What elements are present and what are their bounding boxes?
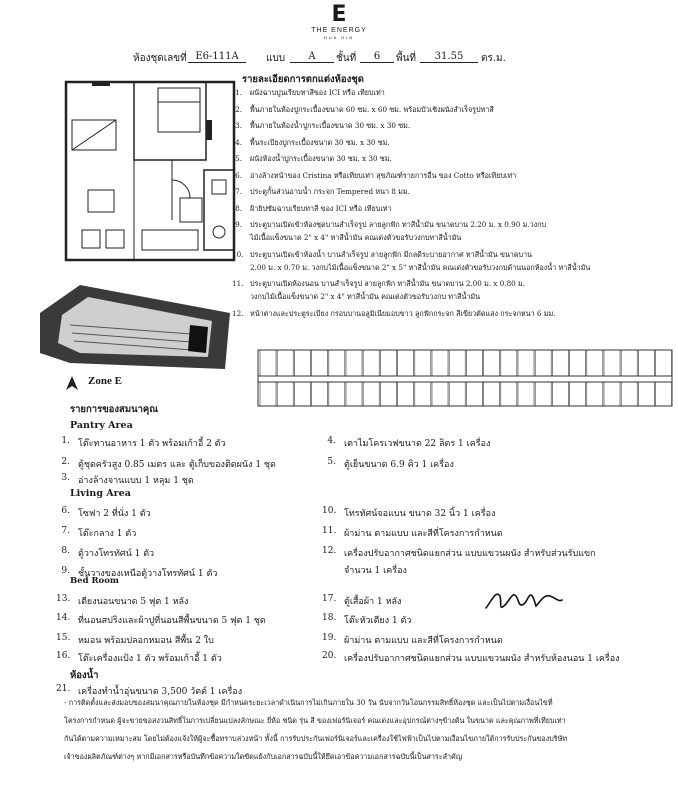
building-unit bbox=[398, 350, 414, 376]
building-unit bbox=[432, 350, 448, 376]
item-text: ตู้เสื้อผ้า 1 หลัง bbox=[344, 597, 402, 607]
item-text: ตู้ชุดครัวสูง 0.85 เมตร และ ตู้เก็บของติดผนัง 1 ชุด bbox=[78, 460, 276, 470]
item-text: ที่นอนสปริงและผ้าปูที่นอนสีพื้นขนาด 5 ฟุต 1 ชุด bbox=[78, 616, 266, 626]
building-unit bbox=[656, 382, 672, 406]
building-unit bbox=[656, 350, 672, 376]
item-text: โต๊ะทานอาหาร 1 ตัว พร้อมเก้าอี้ 2 ตัว bbox=[78, 439, 226, 449]
spec-item bbox=[232, 220, 672, 230]
item-number: 14. bbox=[56, 613, 71, 623]
spec-item bbox=[232, 154, 672, 164]
room-value: E6-111A bbox=[188, 51, 246, 63]
area-unit: ตร.ม. bbox=[481, 53, 506, 64]
site-plan bbox=[40, 273, 244, 373]
building-unit bbox=[621, 382, 637, 406]
spec-number: 10. bbox=[232, 249, 244, 259]
furniture-title: รายการของสมนาคุณ bbox=[70, 404, 159, 415]
furniture-item bbox=[322, 506, 642, 520]
item-text: ชั้นวางของเหนือตู้วางโทรทัศน์ 1 ตัว bbox=[78, 569, 218, 579]
building-unit bbox=[312, 350, 328, 376]
item-number: 3. bbox=[61, 473, 70, 483]
area-value: 31.55 bbox=[420, 51, 478, 63]
item-number: 21. bbox=[56, 684, 71, 694]
furniture-item bbox=[322, 546, 642, 560]
furniture-item bbox=[322, 651, 642, 665]
building-unit bbox=[604, 350, 620, 376]
item-number: 19. bbox=[322, 633, 337, 643]
building-unit bbox=[294, 350, 310, 376]
building-unit bbox=[312, 382, 328, 406]
spec-text: หน้าต่างและประตูระเบียง กรอบบานอลูมิเนียมอบขาว ลูกฟักกระจก สีเขียวตัดแสง กระจกหนา 6 มม. bbox=[250, 308, 556, 318]
building-unit bbox=[587, 382, 603, 406]
item-number: 12. bbox=[322, 546, 337, 556]
building-unit bbox=[363, 382, 379, 406]
item-number: 11. bbox=[322, 526, 337, 536]
item-number: 7. bbox=[61, 526, 70, 536]
item-text: โต๊ะกลาง 1 ตัว bbox=[78, 529, 137, 539]
spec-number: 12. bbox=[232, 308, 244, 318]
brand-logo bbox=[309, 4, 369, 41]
item-text: โต๊ะหัวเตียง 1 ตัว bbox=[344, 616, 412, 626]
furniture-item bbox=[322, 436, 642, 450]
spec-text: ประตูบานเปิดห้องนอน บานสำเร็จรูป ลายลูกฟัก ทาสีน้ำมัน ขนาดบาน 2.00 ม. x 0.80 ม. bbox=[250, 279, 526, 288]
building-unit bbox=[552, 350, 568, 376]
building-unit bbox=[518, 382, 534, 406]
spec-text: พื้นภายในห้องปูกระเบื้องขนาด 60 ซม. x 60 ซม. พร้อมบัวเชิงผนังสำเร็จรูปทาสี bbox=[250, 104, 494, 114]
spec-number: 9. bbox=[235, 220, 242, 229]
item-number: 18. bbox=[322, 613, 337, 623]
type-value: A bbox=[290, 51, 334, 63]
item-text: จำนวน 1 เครื่อง bbox=[344, 566, 407, 576]
item-text: โทรทัศน์จอแบน ขนาด 32 นิ้ว 1 เครื่อง bbox=[344, 509, 496, 519]
item-text: โซฟา 2 ที่นั่ง 1 ตัว bbox=[78, 509, 151, 519]
note-line: กันได้ตามความเหมาะสม โดยไม่ต้องแจ้งให้ผู้จะซื้อทราบล่วงหน้า ทั้งนี้ การรับประกันเฟอร์นิเจอร์และเครื่องใช้ไฟฟ้าเป็นไปตามเงื่อนไขภายใต้การรับประกันของบริษัท bbox=[64, 734, 568, 743]
spec-text: ประตูบานเปิดเข้าห้องน้ำ บานสำเร็จรูป ลายลูกฟัก มีกลดีระบายอากาศ ทาสีน้ำมัน ขนาดบาน bbox=[250, 249, 533, 259]
item-number: 8. bbox=[61, 546, 70, 556]
spec-number: 3. bbox=[235, 121, 242, 130]
item-number: 13. bbox=[56, 594, 71, 604]
building-unit bbox=[570, 382, 586, 406]
spec-number: 6. bbox=[235, 170, 242, 180]
building-unit bbox=[346, 382, 362, 406]
spec-item bbox=[232, 121, 672, 131]
unit-floor-plan bbox=[62, 80, 238, 265]
zone-label: Zone E bbox=[88, 375, 122, 387]
spec-item bbox=[232, 309, 672, 319]
furniture-item bbox=[322, 633, 642, 647]
item-number: 6. bbox=[61, 506, 70, 516]
spec-item bbox=[232, 138, 672, 148]
spec-item bbox=[232, 105, 672, 115]
item-number: 16. bbox=[56, 651, 71, 661]
building-unit bbox=[484, 350, 500, 376]
logo-mark: E bbox=[331, 2, 347, 27]
section-bedroom: Bed Room bbox=[70, 576, 119, 586]
building-unit bbox=[380, 382, 396, 406]
spec-text: 2.00 ม. x 0.70 ม. วงกบไม้เนื้อแข็งขนาด 2" x 5" ทาสีน้ำมัน คณเด่งตัวขอรับวงกบด้านนอกห้องน้ำ ทาสีน้ำมัน bbox=[250, 262, 591, 272]
spec-item bbox=[232, 88, 672, 98]
item-text: เตียงนอนขนาด 5 ฟุต 1 หลัง bbox=[78, 597, 189, 607]
item-number: 1. bbox=[61, 436, 70, 446]
item-text: ผ้าม่าน ตามแบบ และสีที่โครงการกำหนด bbox=[344, 636, 503, 646]
building-unit bbox=[260, 382, 276, 406]
spec-list bbox=[232, 88, 672, 338]
furniture-item bbox=[322, 457, 642, 471]
item-number: 10. bbox=[322, 506, 337, 516]
note-line: - การติดตั้งและส่งมอบของสมนาคุณภายในห้องชุด มีกำหนดระยะเวลาดำเนินการไม่เกินภายใน 30 วัน นับจากวันโอนกรรมสิทธิ์ห้องชุด และเป็นไปตามเงื่อนไขที่ bbox=[64, 698, 553, 707]
building-unit bbox=[466, 382, 482, 406]
spec-number: 4. bbox=[235, 137, 242, 147]
building-unit bbox=[570, 350, 586, 376]
type-label: แบบ bbox=[266, 53, 286, 64]
item-number: 5. bbox=[327, 457, 336, 467]
item-text: เครื่องปรับอากาศชนิดแยกส่วน แบบแขวนผนัง สำหรับส่วนรับแขก bbox=[344, 549, 596, 559]
spec-number: 2. bbox=[235, 104, 242, 114]
spec-item bbox=[232, 187, 672, 197]
building-unit bbox=[501, 382, 517, 406]
note-line: โครงการกำหนด ผู้จะขายขอสงวนสิทธิ์ในการเปลี่ยนแปลงลักษณะ ยี่ห้อ ชนิด รุ่น สี ของเฟอร์นิเจอร์ คณเด่งและอุปกรณ์ต่างๆข้างต้น ในขนาด และคุณภาพที่เทียบเท่า bbox=[64, 716, 566, 725]
spec-item bbox=[232, 250, 672, 260]
item-text: อ่างล้างจานแบบ 1 หลุม 1 ชุด bbox=[78, 476, 194, 486]
building-unit bbox=[415, 350, 431, 376]
furniture-item bbox=[322, 563, 642, 577]
building-unit bbox=[398, 382, 414, 406]
building-unit bbox=[363, 350, 379, 376]
furniture-item bbox=[56, 473, 376, 487]
disclaimer-note bbox=[64, 694, 674, 766]
item-number: 2. bbox=[61, 457, 70, 467]
building-unit bbox=[552, 382, 568, 406]
building-unit bbox=[260, 350, 276, 376]
section-pantry: Pantry Area bbox=[70, 420, 133, 431]
logo-subtitle: HUA HIN bbox=[323, 35, 355, 40]
spec-number: 11. bbox=[232, 279, 244, 288]
item-text: เครื่องทำน้ำอุ่นขนาด 3,500 วัตต์ 1 เครื่อง bbox=[78, 687, 243, 697]
building-unit bbox=[449, 382, 465, 406]
item-text: หมอน พร้อมปลอกหมอน สีพื้น 2 ใบ bbox=[78, 636, 214, 646]
spec-text: ฝ้ายิปซัมฉาบเรียบทาสี ของ ICI หรือ เทียบเท่า bbox=[250, 203, 392, 213]
building-unit bbox=[604, 382, 620, 406]
item-text: โต๊ะเครื่องแป้ง 1 ตัว พร้อมเก้าอี้ 1 ตัว bbox=[78, 654, 222, 664]
note-line: เจ้าของผลิตภัณฑ์ต่างๆ หากมีเอกสารหรือบันทึกข้อความใดขัดแย้งกับเอกสารฉบับนี้ให้ยึดเอาข้อความเอกสารฉบับนี้เป็นสาระสำคัญ bbox=[64, 752, 462, 761]
item-text: เครื่องปรับอากาศชนิดแยกส่วน แบบแขวนผนัง สำหรับห้องนอน 1 เครื่อง bbox=[344, 654, 620, 664]
spec-text: พื้นระเบียงปูกระเบื้องขนาด 30 ซม. x 30 ซม. bbox=[250, 137, 390, 147]
spec-text: ประตูบานเปิดเข้าห้องชุดบานสำเร็จรูป ลายลูกฟัก ทาสีน้ำมัน ขนาดบาน 2.20 ม. x 0.90 ม.วงกบ bbox=[250, 220, 547, 229]
north-arrow-icon bbox=[64, 375, 80, 391]
spec-text: ผนังห้องน้ำปูกระเบื้องขนาด 30 ซม. x 30 ซม. bbox=[250, 154, 392, 163]
building-unit bbox=[535, 350, 551, 376]
item-number: 20. bbox=[322, 651, 337, 661]
spec-item bbox=[232, 171, 672, 181]
spec-text: พื้นภายในห้องน้ำปูกระเบื้องขนาด 30 ซม. x 30 ซม. bbox=[250, 121, 411, 130]
building-unit bbox=[415, 382, 431, 406]
spec-text: อ่างล้างหน้าของ Cristina หรือเทียบเท่า สุขภัณฑ์รายการอื่น ของ Cotto หรือเทียบเท่า bbox=[250, 170, 517, 180]
spec-text: ประตูกั้นส่วนอาบน้ำ กระจก Tempered หนา 8 มม. bbox=[250, 187, 410, 196]
building-floor-plan bbox=[256, 344, 676, 410]
building-unit bbox=[380, 350, 396, 376]
item-number: 4. bbox=[327, 436, 336, 446]
building-unit bbox=[535, 382, 551, 406]
spec-item bbox=[232, 263, 672, 273]
area-label: พื้นที่ bbox=[396, 53, 417, 64]
spec-number: 7. bbox=[235, 187, 242, 196]
building-unit bbox=[587, 350, 603, 376]
building-unit bbox=[484, 382, 500, 406]
spec-item bbox=[232, 233, 672, 243]
building-unit bbox=[621, 350, 637, 376]
floor-label: ชั้นที่ bbox=[336, 53, 357, 64]
item-number: 9. bbox=[61, 566, 70, 576]
item-text: ตู้วางโทรทัศน์ 1 ตัว bbox=[78, 549, 155, 559]
building-unit bbox=[501, 350, 517, 376]
furniture-item bbox=[322, 613, 642, 627]
building-unit bbox=[638, 382, 654, 406]
spec-number: 5. bbox=[235, 154, 242, 163]
building-unit bbox=[432, 382, 448, 406]
spec-item bbox=[232, 204, 672, 214]
item-text: เตาไมโครเวฟขนาด 22 ลิตร 1 เครื่อง bbox=[344, 439, 491, 449]
building-unit bbox=[449, 350, 465, 376]
item-number: 15. bbox=[56, 633, 71, 643]
building-unit bbox=[277, 350, 293, 376]
building-unit bbox=[329, 382, 345, 406]
spec-item bbox=[232, 292, 672, 302]
item-number: 17. bbox=[322, 594, 337, 604]
spec-number: 8. bbox=[235, 203, 242, 213]
building-unit bbox=[277, 382, 293, 406]
signature bbox=[484, 582, 564, 616]
spec-text: ไม้เนื้อแข็งขนาด 2" x 4" ทาสีน้ำมัน คณเด่งตัวขอรับวงกบทาสีน้ำมัน bbox=[250, 233, 462, 242]
item-text: ผ้าม่าน ตามแบบ และสีที่โครงการกำหนด bbox=[344, 529, 503, 539]
item-text: ตู้เย็นขนาด 6.9 คิว 1 เครื่อง bbox=[344, 460, 454, 470]
building-unit bbox=[346, 350, 362, 376]
section-bathroom: ห้องน้ำ bbox=[70, 670, 99, 681]
spec-title: รายละเอียดการตกแต่งห้องชุด bbox=[242, 74, 364, 85]
building-unit bbox=[466, 350, 482, 376]
room-label: ห้องชุดเลขที่ bbox=[133, 53, 187, 64]
spec-number: 1. bbox=[235, 88, 242, 97]
section-living: Living Area bbox=[70, 488, 131, 499]
building-unit bbox=[294, 382, 310, 406]
spec-item bbox=[232, 279, 672, 289]
building-unit bbox=[518, 350, 534, 376]
spec-text: วงกบไม้เนื้อแข็งขนาด 2" x 4" ทาสีน้ำมัน คณเด่งตัวขอรับวงกบ ทาสีน้ำมัน bbox=[250, 292, 481, 301]
floor-value: 6 bbox=[360, 51, 394, 63]
furniture-item bbox=[322, 594, 642, 608]
furniture-item bbox=[322, 526, 642, 540]
spec-text: ผนังฉาบปูนเรียบทาสีของ ICI หรือ เทียบเท่า bbox=[250, 88, 385, 97]
building-unit bbox=[638, 350, 654, 376]
building-unit bbox=[329, 350, 345, 376]
logo-name: THE ENERGY bbox=[311, 27, 367, 34]
